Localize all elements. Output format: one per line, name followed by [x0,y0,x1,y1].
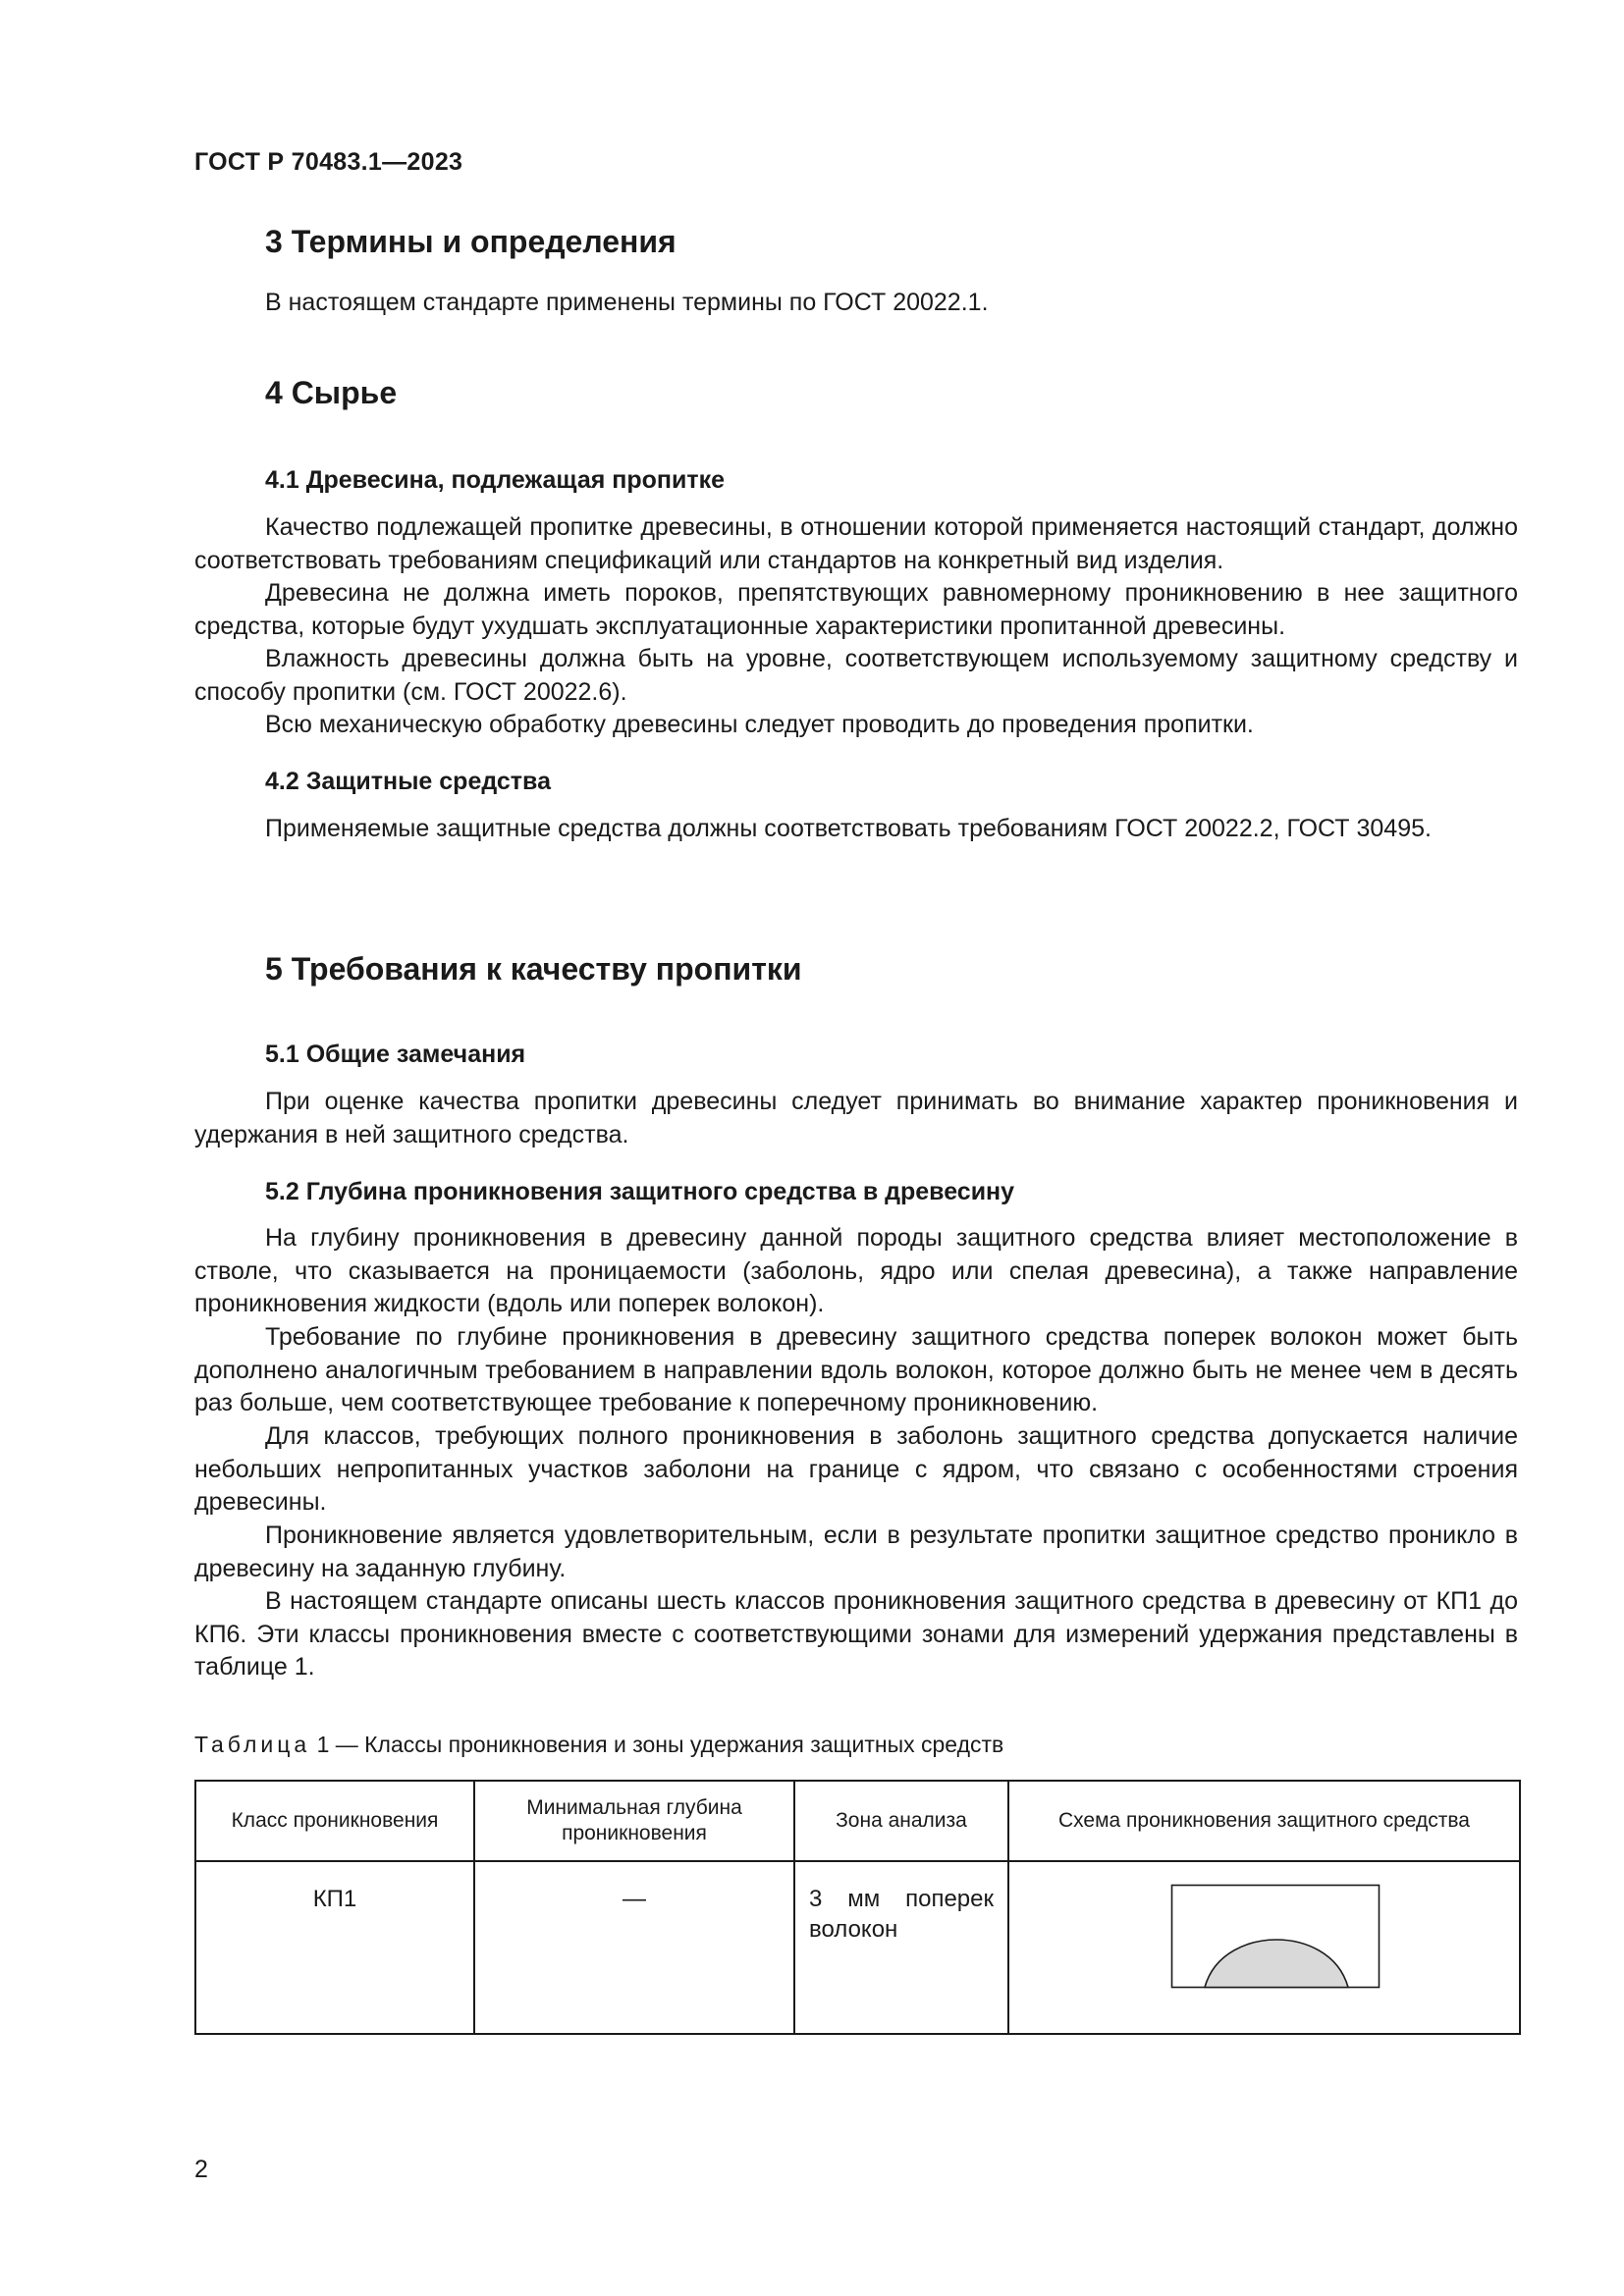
table-header-row [195,1781,1520,1861]
penetration-scheme-diagram [1170,1884,1382,1992]
table-1 [194,1780,1521,2035]
paragraph-4-2-1: Применяемые защитные средства должны соответствовать требованиям ГОСТ 20022.2, ГОСТ 30495. [265,815,1432,842]
paragraph-5-2-2: Требование по глубине проникновения в древесину защитного средства поперек волокон может быть дополнено аналогичным требованием в направлении вдоль волокон, которое должно быть не менее чем в десять раз больше, чем соответствующее требование к поперечному проникновению. [194,1323,1518,1416]
paragraph-5-2-5: В настоящем стандарте описаны шесть классов проникновения защитного средства в древесину от КП1 до КП6. Эти классы проникновения вместе с соответствующими зонами для измерений удержания представлены в таблице 1. [194,1587,1518,1681]
section-3-text: В настоящем стандарте применены термины по ГОСТ 20022.1. [265,289,989,316]
subsection-5-2-title: 5.2 Глубина проникновения защитного средства в древесину [265,1178,1015,1205]
table-row [195,1861,1520,2034]
table-caption-word: Таблица [194,1732,311,1757]
table-1-caption [194,1732,1003,1758]
paragraph-5-1-1: При оценке качества пропитки древесины следует принимать во внимание характер проникновения и удержания в ней защитного средства. [194,1088,1518,1148]
column-header-zone: Зона анализа [794,1781,1008,1861]
document-header: ГОСТ Р 70483.1—2023 [194,148,463,176]
paragraph-5-2-3: Для классов, требующих полного проникновения в заболонь защитного средства допускается наличие небольших непропитанных участков заболони на границе с ядром, что связано с особенностями строения древесины. [194,1422,1518,1516]
column-header-min-depth: Минимальная глубина проникновения [474,1781,794,1861]
column-header-class: Класс проникновения [195,1781,474,1861]
column-header-scheme: Схема проникновения защитного средства [1008,1781,1520,1861]
page-number: 2 [194,2156,208,2183]
paragraph-5-2-1: На глубину проникновения в древесину данной породы защитного средства влияет местоположение в стволе, что сказывается на проницаемости (заболонь, ядро или спелая древесина), а также направление проникновения жидкости (вдоль или поперек волокон). [194,1224,1518,1317]
cell-class: КП1 [195,1861,474,2034]
cell-scheme [1008,1861,1520,2034]
paragraph-4-1-2: Древесина не должна иметь пороков, препятствующих равномерному проникновению в нее защитного средства, которые будут ухудшать эксплуатационные характеристики пропитанной древесины. [194,579,1518,640]
subsection-4-2-title: 4.2 Защитные средства [265,768,551,795]
section-4-title: 4 Сырье [265,375,398,410]
paragraph-4-1-1: Качество подлежащей пропитке древесины, в отношении которой применяется настоящий стандарт, должно соответствовать требованиям спецификаций или стандартов на конкретный вид изделия. [194,513,1518,574]
paragraph-4-1-4: Всю механическую обработку древесины следует проводить до проведения пропитки. [265,711,1254,738]
subsection-5-1-title: 5.1 Общие замечания [265,1041,526,1068]
paragraph-4-1-3: Влажность древесины должна быть на уровне, соответствующем используемому защитному средству и способу пропитки (см. ГОСТ 20022.6). [194,645,1518,706]
section-3-title: 3 Термины и определения [265,224,677,259]
section-5-title: 5 Требования к качеству пропитки [265,951,802,987]
cell-zone: 3 мм поперек волокон [794,1861,1008,2034]
paragraph-5-2-4: Проникновение является удовлетворительным, если в результате пропитки защитное средство проникло в древесину на заданную глубину. [194,1522,1518,1582]
cell-min-depth: — [474,1861,794,2034]
subsection-4-1-title: 4.1 Древесина, подлежащая пропитке [265,466,726,494]
table-caption-text: 1 — Классы проникновения и зоны удержания защитных средств [316,1732,1004,1757]
